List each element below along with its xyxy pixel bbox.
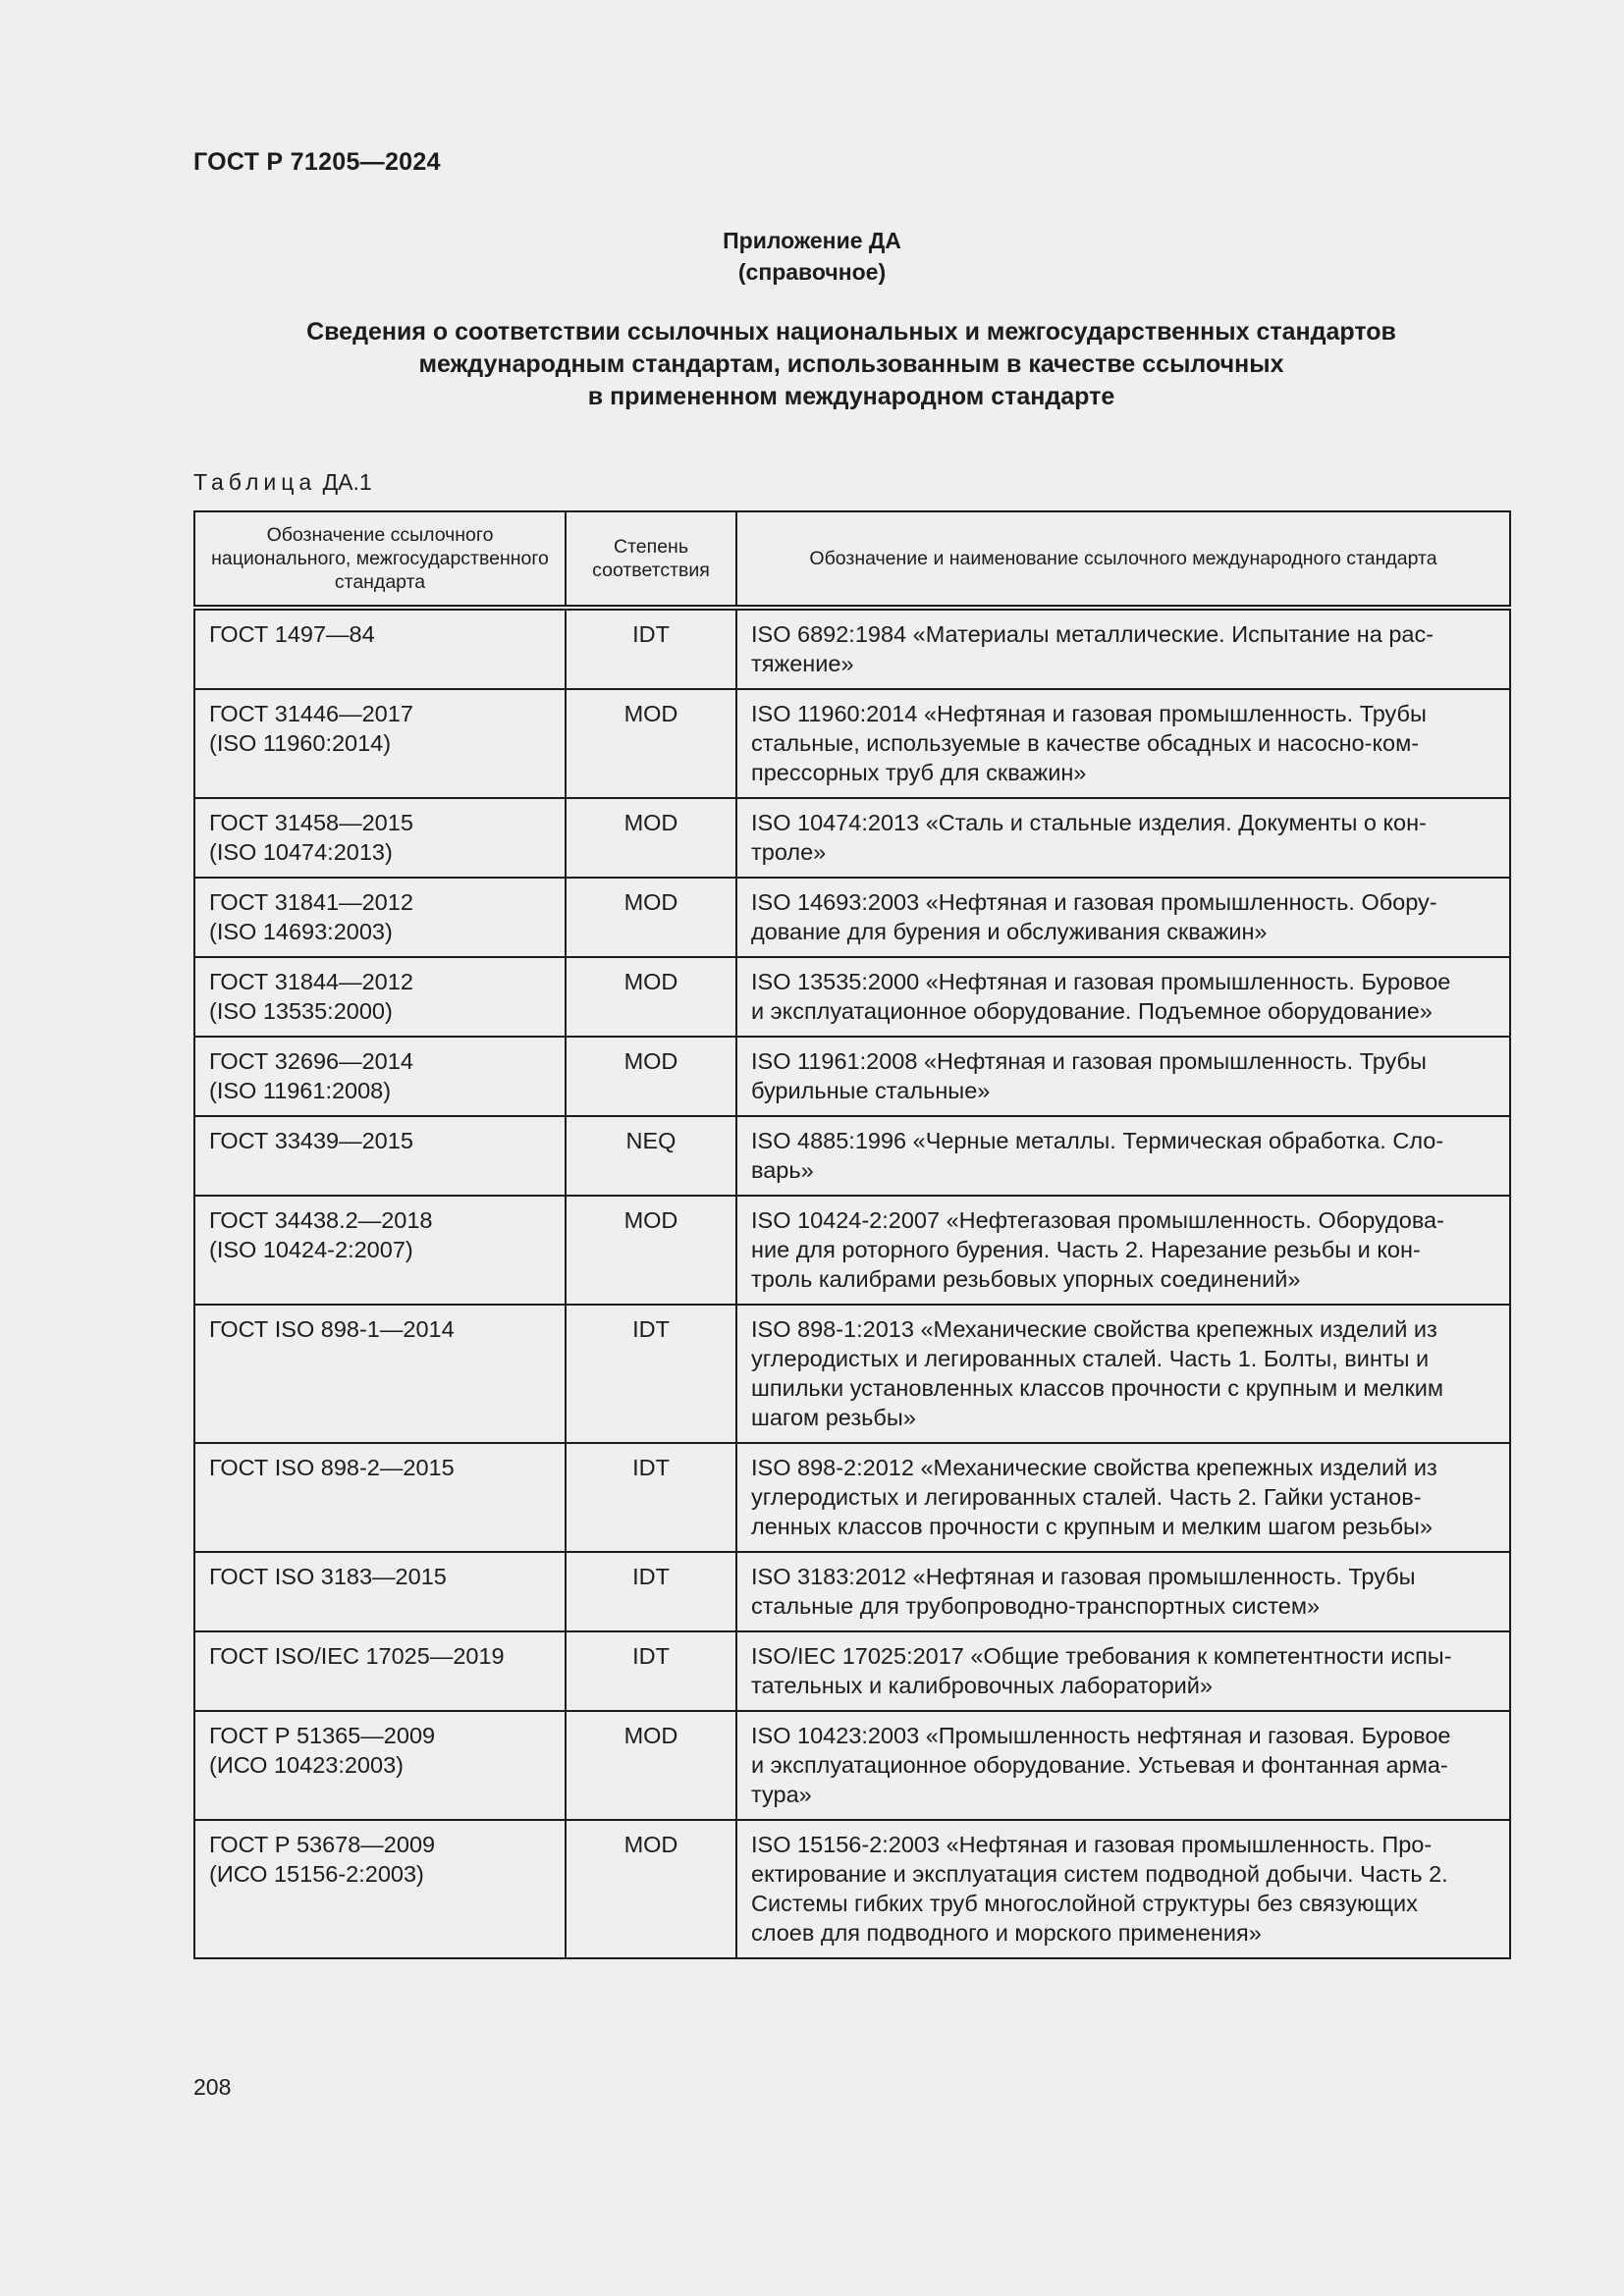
- cell-degree-of-conformity: IDT: [566, 1443, 736, 1552]
- cell-national-standard: ГОСТ 32696—2014 (ISO 11961:2008): [194, 1037, 566, 1116]
- cell-national-standard: ГОСТ ISO 898-2—2015: [194, 1443, 566, 1552]
- cell-degree-of-conformity: IDT: [566, 608, 736, 689]
- document-code: ГОСТ Р 71205—2024: [193, 148, 441, 176]
- cell-international-standard: ISO 11960:2014 «Нефтяная и газовая промышленность. Трубы стальные, используемые в качестве обсадных и насосно-ком- прессорных труб для скважин»: [736, 689, 1510, 798]
- table-row: [194, 1820, 1510, 1958]
- cell-international-standard: ISO/IEC 17025:2017 «Общие требования к компетентности испы- тательных и калибровочных лабораторий»: [736, 1631, 1510, 1711]
- table-row: [194, 957, 1510, 1037]
- table-header-row: [194, 511, 1510, 608]
- cell-international-standard: ISO 898-2:2012 «Механические свойства крепежных изделий из углеродистых и легированных сталей. Часть 2. Гайки установ- ленных классов прочности с крупным и мелким шагом резьбы»: [736, 1443, 1510, 1552]
- cell-international-standard: ISO 14693:2003 «Нефтяная и газовая промышленность. Обору- дование для бурения и обслуживания скважин»: [736, 878, 1510, 957]
- cell-national-standard: ГОСТ 31446—2017 (ISO 11960:2014): [194, 689, 566, 798]
- cell-national-standard: ГОСТ ISO 3183—2015: [194, 1552, 566, 1631]
- cell-national-standard: ГОСТ 31458—2015 (ISO 10474:2013): [194, 798, 566, 878]
- table-row: [194, 689, 1510, 798]
- page-number: 208: [193, 2074, 232, 2100]
- cell-degree-of-conformity: IDT: [566, 1305, 736, 1443]
- cell-international-standard: ISO 15156-2:2003 «Нефтяная и газовая промышленность. Про- ектирование и эксплуатация систем подводной добычи. Часть 2. Системы гибких труб многослойной структуры без связующих слоев для подводного и морского применения»: [736, 1820, 1510, 1958]
- annex-title: [0, 316, 1624, 413]
- annex-title-line: Сведения о соответствии ссылочных национальных и межгосударственных стандартов: [306, 318, 1396, 346]
- header-degree-of-conformity: Степень соответствия: [566, 511, 736, 608]
- cell-national-standard: ГОСТ ISO/IEC 17025—2019: [194, 1631, 566, 1711]
- cell-degree-of-conformity: MOD: [566, 957, 736, 1037]
- cell-degree-of-conformity: MOD: [566, 798, 736, 878]
- standards-table: [193, 510, 1511, 1959]
- table-row: [194, 608, 1510, 689]
- table-caption-number: ДА.1: [322, 469, 372, 495]
- annex-title-line: международным стандартам, использованным в качестве ссылочных: [418, 350, 1284, 378]
- cell-international-standard: ISO 6892:1984 «Материалы металлические. Испытание на рас- тяжение»: [736, 608, 1510, 689]
- cell-national-standard: ГОСТ 1497—84: [194, 608, 566, 689]
- annex-title-line: в примененном международном стандарте: [587, 383, 1115, 410]
- header-international-standard: Обозначение и наименование ссылочного международного стандарта: [736, 511, 1510, 608]
- cell-degree-of-conformity: IDT: [566, 1552, 736, 1631]
- cell-national-standard: ГОСТ 34438.2—2018 (ISO 10424-2:2007): [194, 1196, 566, 1305]
- cell-international-standard: ISO 11961:2008 «Нефтяная и газовая промышленность. Трубы бурильные стальные»: [736, 1037, 1510, 1116]
- table-row: [194, 1711, 1510, 1820]
- cell-international-standard: ISO 10424-2:2007 «Нефтегазовая промышленность. Оборудова- ние для роторного бурения. Часть 2. Нарезание резьбы и кон- троль калибрами резьбовых упорных соединений»: [736, 1196, 1510, 1305]
- table-body: [194, 608, 1510, 1958]
- cell-degree-of-conformity: MOD: [566, 878, 736, 957]
- header-national-standard: Обозначение ссылочного национального, межгосударственного стандарта: [194, 511, 566, 608]
- cell-degree-of-conformity: IDT: [566, 1631, 736, 1711]
- table-row: [194, 798, 1510, 878]
- cell-national-standard: ГОСТ 31841—2012 (ISO 14693:2003): [194, 878, 566, 957]
- table-row: [194, 1552, 1510, 1631]
- cell-degree-of-conformity: MOD: [566, 1820, 736, 1958]
- cell-national-standard: ГОСТ 33439—2015: [194, 1116, 566, 1196]
- table-row: [194, 1116, 1510, 1196]
- cell-degree-of-conformity: NEQ: [566, 1116, 736, 1196]
- cell-degree-of-conformity: MOD: [566, 1037, 736, 1116]
- table-row: [194, 1305, 1510, 1443]
- cell-degree-of-conformity: MOD: [566, 1711, 736, 1820]
- cell-international-standard: ISO 13535:2000 «Нефтяная и газовая промышленность. Буровое и эксплуатационное оборудование. Подъемное оборудование»: [736, 957, 1510, 1037]
- table-row: [194, 1443, 1510, 1552]
- cell-national-standard: ГОСТ Р 51365—2009 (ИСО 10423:2003): [194, 1711, 566, 1820]
- cell-international-standard: ISO 898-1:2013 «Механические свойства крепежных изделий из углеродистых и легированных сталей. Часть 1. Болты, винты и шпильки установленных классов прочности с крупным и мелким шагом резьбы»: [736, 1305, 1510, 1443]
- cell-degree-of-conformity: MOD: [566, 689, 736, 798]
- cell-international-standard: ISO 4885:1996 «Черные металлы. Термическая обработка. Сло- варь»: [736, 1116, 1510, 1196]
- cell-national-standard: ГОСТ Р 53678—2009 (ИСО 15156-2:2003): [194, 1820, 566, 1958]
- cell-national-standard: ГОСТ 31844—2012 (ISO 13535:2000): [194, 957, 566, 1037]
- table-row: [194, 1196, 1510, 1305]
- cell-international-standard: ISO 10474:2013 «Сталь и стальные изделия. Документы о кон- троле»: [736, 798, 1510, 878]
- cell-degree-of-conformity: MOD: [566, 1196, 736, 1305]
- table-row: [194, 1631, 1510, 1711]
- table-row: [194, 1037, 1510, 1116]
- table-caption-word: Таблица: [193, 469, 317, 495]
- table-row: [194, 878, 1510, 957]
- cell-international-standard: ISO 10423:2003 «Промышленность нефтяная и газовая. Буровое и эксплуатационное оборудование. Устьевая и фонтанная арма- тура»: [736, 1711, 1510, 1820]
- table-caption: [193, 469, 372, 496]
- annex-status: (справочное): [737, 259, 887, 285]
- annex-heading: [0, 225, 1624, 288]
- cell-national-standard: ГОСТ ISO 898-1—2014: [194, 1305, 566, 1443]
- cell-international-standard: ISO 3183:2012 «Нефтяная и газовая промышленность. Трубы стальные для трубопроводно-транспортных систем»: [736, 1552, 1510, 1631]
- annex-label: Приложение ДА: [723, 228, 901, 253]
